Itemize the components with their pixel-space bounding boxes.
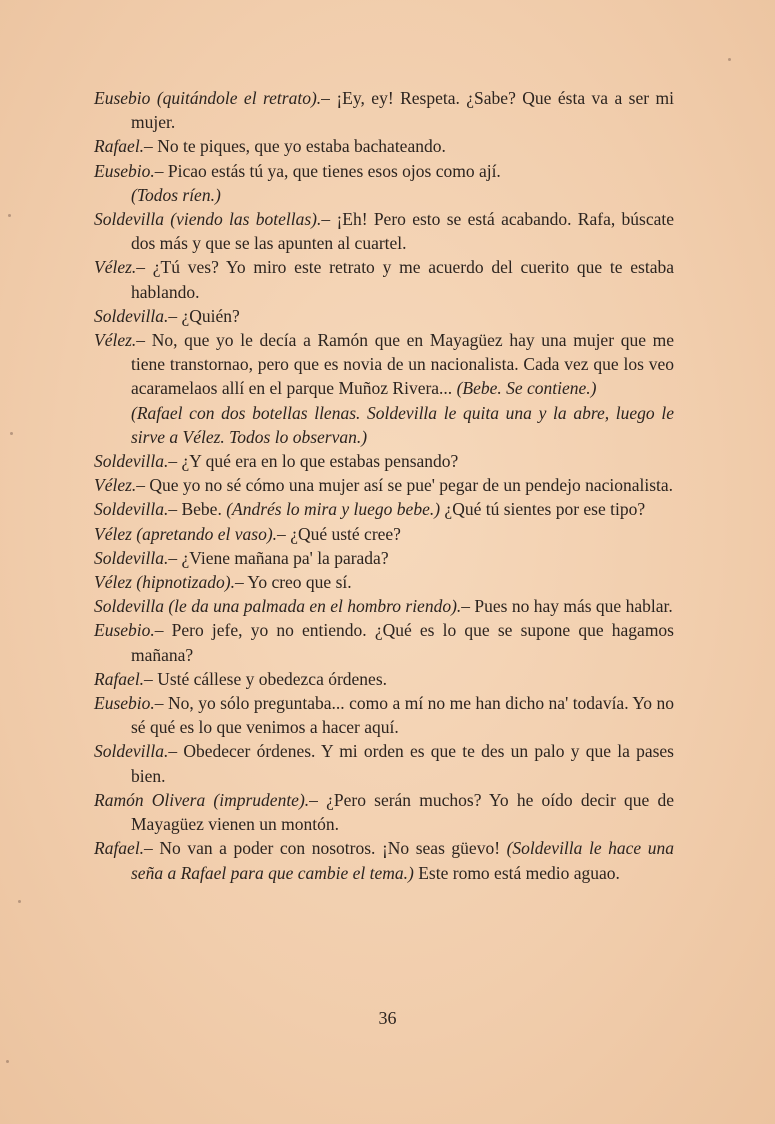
inline-direction: (Bebe. Se contiene.): [456, 378, 597, 399]
paper-speck: [10, 432, 13, 435]
speaker: Soldevilla (viendo las botellas).–: [94, 209, 331, 230]
speaker: Rafael.–: [94, 136, 153, 157]
line-text: ¡Ey, ey! Respeta. ¿Sabe? Que ésta va a ser mi mujer.: [131, 88, 674, 133]
speaker: Soldevilla.–: [94, 305, 178, 326]
speaker: Rafael.–: [94, 668, 153, 689]
dialogue-line: [94, 255, 674, 303]
line-text: Bebe.: [177, 499, 227, 520]
dialogue-line: [94, 304, 674, 328]
line-text: ¿Y qué era en lo que estabas pensando?: [177, 451, 459, 472]
line-text: ¡Eh! Pero esto se está acabando. Rafa, búscate dos más y que se las apunten al cuartel.: [131, 209, 674, 254]
dialogue-line: [94, 522, 674, 546]
speaker: Vélez (hipnotizado).–: [94, 572, 244, 593]
dialogue-line: [94, 836, 674, 884]
speaker: Soldevilla.–: [94, 741, 178, 762]
speaker: Rafael.–: [94, 838, 153, 859]
dialogue-line: [94, 691, 674, 739]
play-text: [94, 86, 674, 885]
dialogue-line: [94, 618, 674, 666]
dialogue-line: [94, 134, 674, 158]
stage-direction: (Rafael con dos botellas llenas. Soldevilla le quita una y la abre, luego le sirve a Vélez. Todos lo observan.): [131, 402, 674, 447]
dialogue-line: [94, 667, 674, 691]
line-text: No van a poder con nosotros. ¡No seas güevo!: [152, 838, 507, 859]
speaker: Vélez (apretando el vaso).–: [94, 523, 286, 544]
line-text: Pero jefe, yo no entiendo. ¿Qué es lo que se supone que hagamos mañana?: [131, 620, 674, 665]
line-text: Que yo no sé cómo una mujer así se pue' pegar de un pendejo nacionalista.: [145, 475, 674, 496]
dialogue-line: [94, 497, 674, 521]
line-text: No te piques, que yo estaba bachateando.: [152, 136, 446, 157]
speaker: Vélez.–: [94, 330, 146, 351]
speaker: Soldevilla.–: [94, 451, 178, 472]
line-text: ¿Quién?: [177, 305, 240, 326]
inline-direction: (Soldevilla le hace una seña a Rafael para que cambie el tema.): [131, 838, 674, 883]
speaker: Vélez.–: [94, 475, 146, 496]
speaker: Soldevilla (le da una palmada en el hombro riendo).–: [94, 596, 471, 617]
line-text: Obedecer órdenes. Y mi orden es que te des un palo y que la pases bien.: [131, 741, 674, 786]
line-text: Pues no hay más que hablar.: [470, 596, 673, 617]
line-text: ¿Viene mañana pa' la parada?: [177, 547, 389, 568]
paper-speck: [8, 214, 11, 217]
dialogue-line: [94, 207, 674, 255]
dialogue-line: [94, 546, 674, 570]
line-text: ¿Qué tú sientes por ese tipo?: [440, 499, 646, 520]
speaker: Eusebio.–: [94, 693, 164, 714]
line-text: Yo creo que sí.: [243, 572, 352, 593]
paper-speck: [18, 900, 21, 903]
page-number: 36: [378, 1008, 397, 1028]
speaker: Ramón Olivera (imprudente).–: [94, 789, 318, 810]
line-text: Este romo está medio aguao.: [413, 862, 620, 883]
dialogue-line: [94, 159, 674, 183]
line-text: ¿Pero serán muchos? Yo he oído decir que de Mayagüez vienen un montón.: [131, 789, 674, 835]
speaker: Soldevilla.–: [94, 499, 178, 520]
dialogue-line: [94, 570, 674, 594]
line-text: Picao estás tú ya, que tienes esos ojos como ají.: [163, 160, 501, 181]
speaker: Eusebio.–: [94, 160, 164, 181]
speaker: Eusebio (quitándole el retrato).–: [94, 88, 330, 108]
paper-speck: [728, 58, 731, 61]
dialogue-line: [94, 328, 674, 401]
inline-direction: (Andrés lo mira y luego bebe.): [226, 499, 441, 520]
stage-direction: (Todos ríen.): [131, 184, 221, 205]
dialogue-line: [94, 86, 674, 134]
line-text: ¿Tú ves? Yo miro este retrato y me acuerdo del cuerito que te estaba hablando.: [131, 257, 674, 302]
line-text: No, yo sólo preguntaba... como a mí no me han dicho na' todavía. Yo no sé qué es lo que venimos a hacer aquí.: [131, 693, 674, 738]
dialogue-line: [94, 449, 674, 473]
paper-speck: [6, 1060, 9, 1063]
dialogue-line: [94, 594, 674, 618]
dialogue-line: [94, 473, 674, 497]
speaker: Vélez.–: [94, 257, 146, 278]
line-text: No, que yo le decía a Ramón que en Mayagüez hay una mujer que me tiene transtornao, pero que es novia de un nacionalista. Cada vez que los veo acaramelaos allí en el parque Muñoz Rivera...: [131, 330, 674, 399]
line-text: Usté cállese y obedezca órdenes.: [152, 668, 388, 689]
dialogue-line: [94, 739, 674, 787]
speaker: Eusebio.–: [94, 620, 164, 641]
line-text: ¿Qué usté cree?: [285, 523, 401, 544]
speaker: Soldevilla.–: [94, 547, 178, 568]
dialogue-line: [94, 788, 674, 836]
